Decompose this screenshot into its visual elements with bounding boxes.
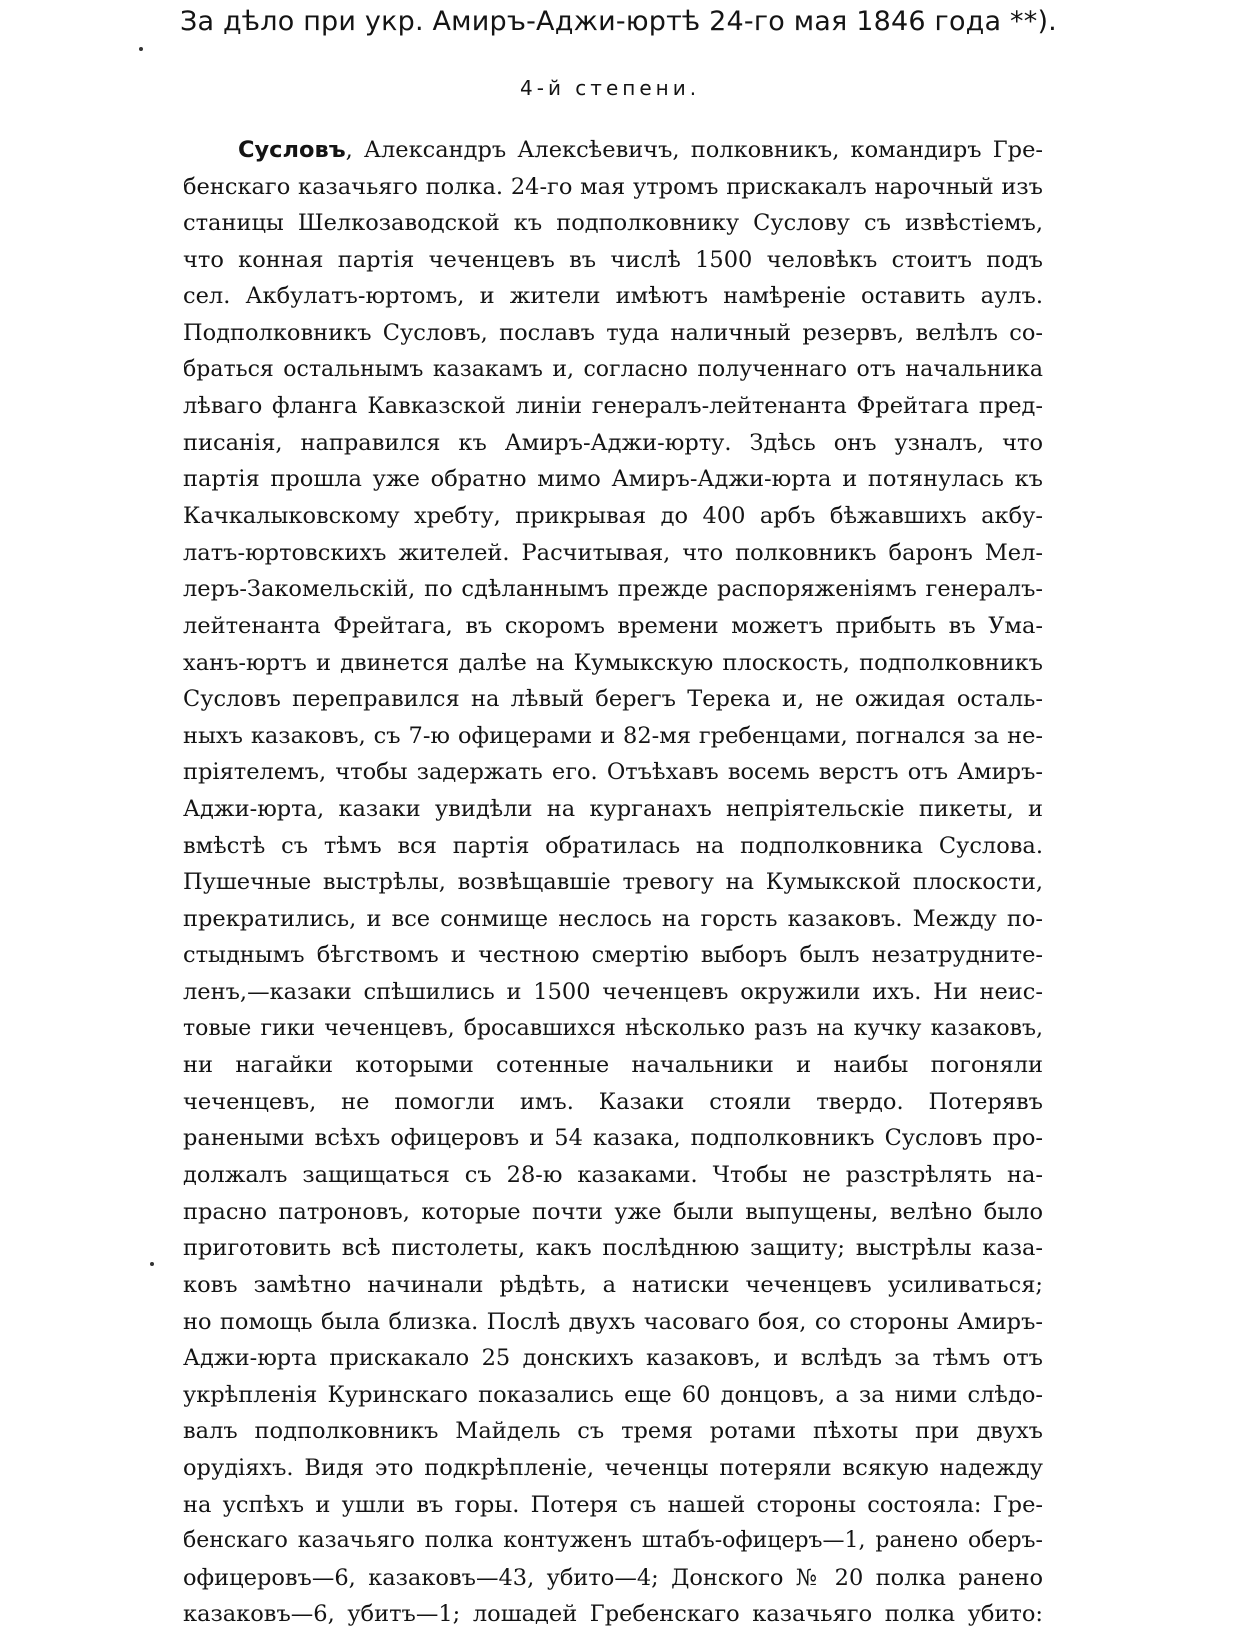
- text-line: Сусловъ переправился на лѣвый берегъ Терека и, не ожидая осталь-: [183, 686, 1043, 713]
- text-line: стыднымъ бѣгствомъ и честною смертію выборъ былъ незатруднитe-: [183, 942, 1043, 969]
- text-line: вмѣстѣ съ тѣмъ вся партія обратилась на подполковника Суслова.: [183, 832, 1043, 859]
- text-line: леръ-Закомельскій, по сдѣланнымъ прежде распоряженіямъ генералъ-: [183, 576, 1043, 603]
- text-line: ханъ-юртъ и двинется далѣе на Кумыкскую плоскость, подполковникъ: [183, 649, 1043, 676]
- text-line: писанія, направился къ Амиръ-Аджи-юрту. Здѣсь онъ узналъ, что: [183, 429, 1043, 456]
- text-line: лѣваго фланга Кавказской линіи генералъ-лейтенанта Фрейтага пред-: [183, 393, 1043, 420]
- text-line: сел. Акбулатъ-юртомъ, и жители имѣютъ намѣреніе оставить аулъ.: [183, 283, 1043, 310]
- line-text: , Александръ Алексѣевичъ, полковникъ, командиръ Гре-: [345, 137, 1043, 163]
- text-line: Качкалыковскому хребту, прикрывая до 400 арбъ бѣжавшихъ акбу-: [183, 503, 1043, 530]
- text-line: лейтенанта Фрейтага, въ скоромъ времени можетъ прибыть въ Ума-: [183, 612, 1043, 639]
- text-line: Аджи-юрта, казаки увидѣли на курганахъ непріятельскіе пикеты, и: [183, 795, 1043, 822]
- margin-dot: [139, 47, 143, 51]
- text-line: прекратились, и все сонмище неслось на горсть казаковъ. Между по-: [183, 905, 1043, 932]
- text-line: прасно патроновъ, которые почти уже были выпущены, велѣно было: [183, 1198, 1043, 1225]
- text-line: что конная партія чеченцевъ въ числѣ 1500 человѣкъ стоитъ подъ: [183, 246, 1043, 273]
- lead-name: Сусловъ: [238, 137, 346, 163]
- text-line: браться остальнымъ казакамъ и, согласно полученнаго отъ начальника: [183, 356, 1043, 382]
- text-line: [183, 132, 1043, 169]
- text-line: пріятелемъ, чтобы задержать его. Отъѣхавъ восемь верстъ отъ Амиръ-: [183, 759, 1043, 786]
- text-line: приготовить всѣ пистолеты, какъ послѣднюю защиту; выстрѣлы каза-: [183, 1235, 1043, 1262]
- text-line: но помощь была близка. Послѣ двухъ часоваго боя, со стороны Амиръ-: [183, 1308, 1043, 1335]
- text-line: чеченцевъ, не помогли имъ. Казаки стояли твердо. Потерявъ: [183, 1088, 1043, 1115]
- section-heading: За дѣло при укр. Амиръ-Аджи-юртѣ 24-го мая 1846 года **).: [180, 6, 1057, 37]
- text-line: Пушечные выстрѣлы, возвѣщавшіе тревогу на Кумыкской плоскости,: [183, 869, 1043, 896]
- text-line: бенскаго казачьяго полка. 24-го мая утромъ прискакалъ нарочный изъ: [183, 173, 1043, 200]
- text-line: орудіяхъ. Видя это подкрѣпленіе, чеченцы потеряли всякую надежду: [183, 1454, 1043, 1481]
- text-line: должалъ защищаться съ 28-ю казаками. Чтобы не разстрѣлять на-: [183, 1162, 1043, 1189]
- text-line: на успѣхъ и ушли въ горы. Потеря съ нашей стороны состояла: Гре-: [183, 1491, 1043, 1518]
- margin-dot: [150, 1262, 154, 1266]
- text-line: ленъ,—казаки спѣшились и 1500 чеченцевъ окружили ихъ. Ни неис-: [183, 979, 1043, 1006]
- text-line: ковъ замѣтно начинали рѣдѣть, а натиски чеченцевъ усиливаться;: [183, 1271, 1043, 1298]
- text-line: товые гики чеченцевъ, бросавшихся нѣсколько разъ на кучку казаковъ,: [183, 1015, 1043, 1041]
- text-line: станицы Шелкозаводской къ подполковнику Суслову съ извѣстіемъ,: [183, 210, 1043, 237]
- text-line: офицеровъ—6, казаковъ—43, убито—4; Донского № 20 полка ранено: [183, 1564, 1043, 1591]
- text-line: валъ подполковникъ Майдель съ тремя ротами пѣхоты при двухъ: [183, 1418, 1043, 1445]
- article-body: [183, 132, 1043, 1633]
- text-line: латъ-юртовскихъ жителей. Расчитывая, что полковникъ баронъ Мел-: [183, 539, 1043, 566]
- text-line: ранеными всѣхъ офицеровъ и 54 казака, подполковникъ Сусловъ про-: [183, 1125, 1043, 1152]
- text-line: партія прошла уже обратно мимо Амиръ-Аджи-юрта и потянулась къ: [183, 466, 1043, 493]
- text-line: бенскаго казачьяго полка контуженъ штабъ-офицеръ—1, ранено оберъ-: [183, 1528, 1043, 1554]
- text-line: Аджи-юрта прискакало 25 донскихъ казаковъ, и вслѣдъ за тѣмъ отъ: [183, 1345, 1043, 1372]
- text-line: ныхъ казаковъ, съ 7-ю офицерами и 82-мя гребенцами, погнался за не-: [183, 722, 1043, 749]
- text-line: ни нагайки которыми сотенные начальники и наибы погоняли: [183, 1052, 1043, 1079]
- text-line: Подполковникъ Сусловъ, пославъ туда наличный резервъ, велѣлъ со-: [183, 320, 1043, 347]
- section-subheading: 4-й степени.: [520, 76, 701, 100]
- text-line: укрѣпленія Куринскаго показались еще 60 донцовъ, а за ними слѣдо-: [183, 1381, 1043, 1408]
- text-line: казаковъ—6, убитъ—1; лошадей Гребенскаго казачьяго полка убито:: [183, 1601, 1043, 1628]
